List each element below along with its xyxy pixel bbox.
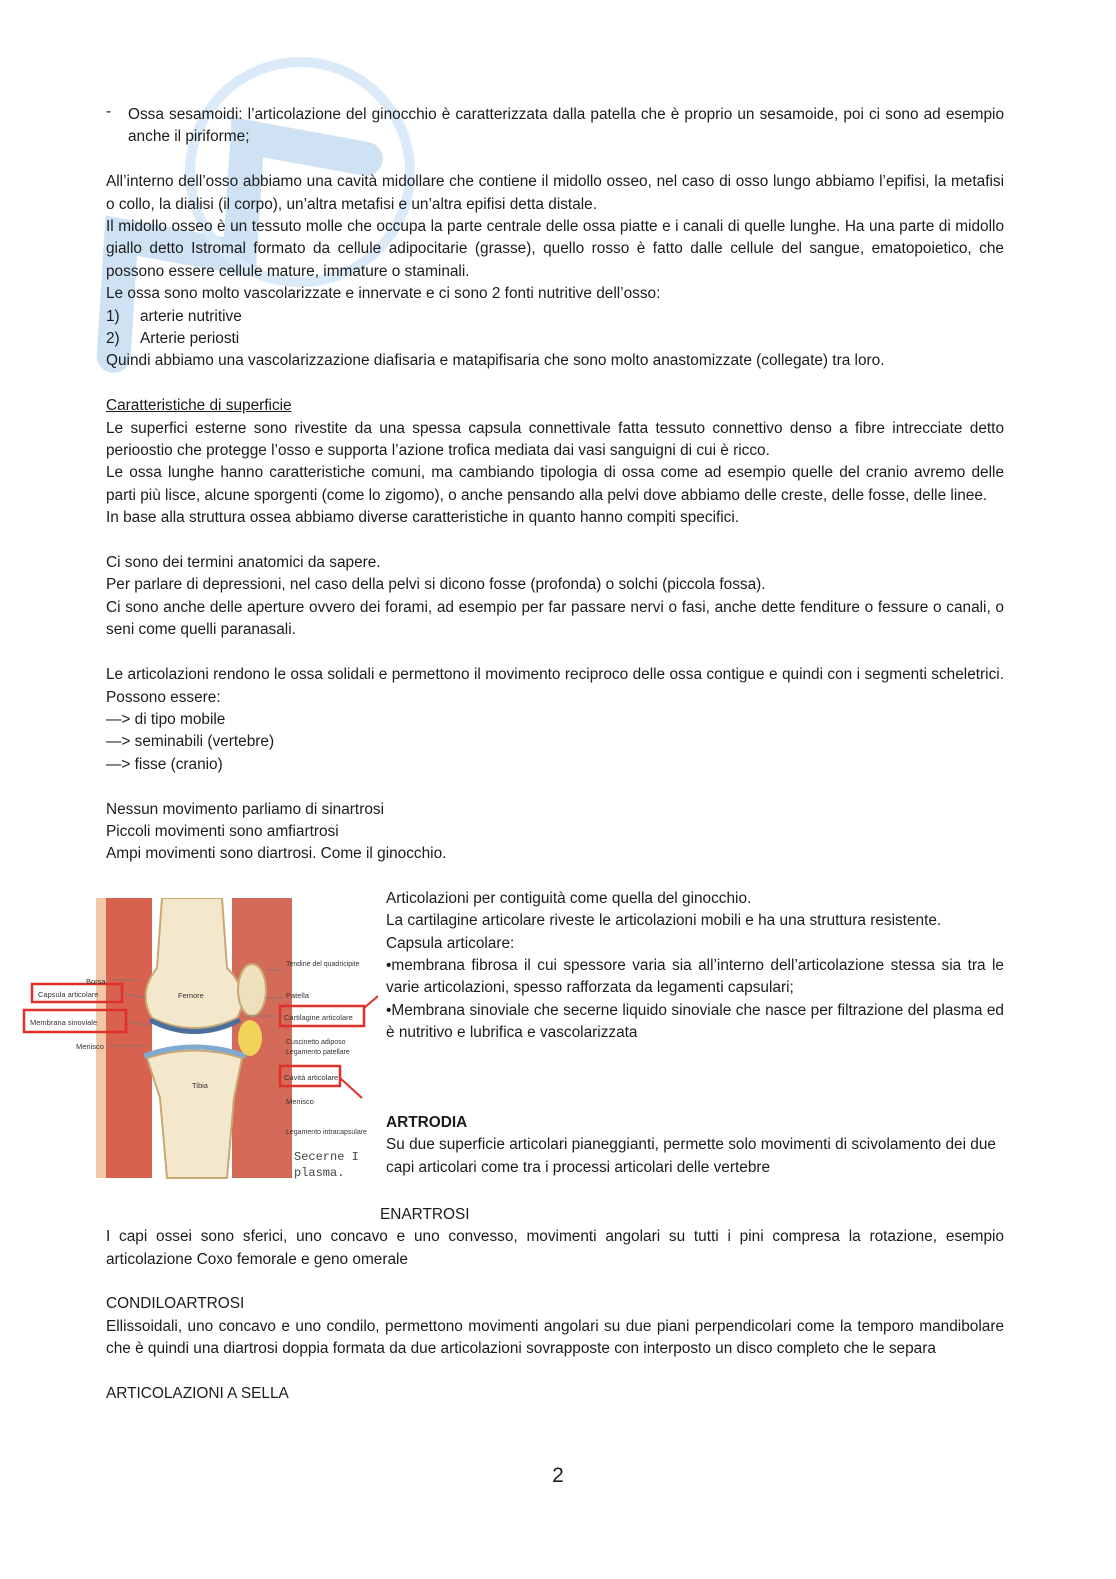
item-text: Arterie periosti	[140, 330, 240, 348]
heading-artrodia: ARTRODIA	[386, 1113, 468, 1131]
paragraph-articolazioni: Le articolazioni rendono le ossa solidali e permettono il movimento reciproco delle ossa contigue e quindi con i segmenti scheletrici. Possono essere:	[106, 666, 1004, 706]
paragraph-sesamoidi: Ossa sesamoidi: l’articolazione del ginocchio è caratterizzata dalla patella che è proprio un sesamoide, poi ci sono ad esempio anche il piriforme;	[128, 106, 1004, 146]
dash-bullet: -	[106, 103, 112, 120]
item-number: 2)	[106, 330, 120, 348]
skin-left	[96, 898, 106, 1178]
heading-caratteristiche: Caratteristiche di superficie	[106, 397, 292, 415]
paragraph-sinartrosi: Nessun movimento parliamo di sinartrosi	[106, 800, 384, 818]
heading-condiloartrosi: CONDILOARTROSI	[106, 1295, 245, 1313]
label-patella: Patella	[286, 990, 309, 1000]
label-tibia: Tibia	[192, 1080, 208, 1090]
paragraph-anastomosi: Quindi abbiamo una vascolarizzazione diafisaria e matapifisaria che sono molto anastomizzate (collegate) tra loro.	[106, 352, 885, 370]
paragraph-membrana-sinoviale: •Membrana sinoviale che secerne liquido sinoviale che nasce per filtrazione del plasma ed è nutritivo e lubrifica e vascolarizzata	[386, 1001, 1004, 1042]
paragraph-capsula: Capsula articolare:	[386, 934, 515, 952]
heading-sella: ARTICOLAZIONI A SELLA	[106, 1384, 289, 1402]
arrow-item: —> di tipo mobile	[106, 710, 226, 728]
item-number: 1)	[106, 307, 120, 325]
paragraph-condiloartrosi: Ellissoidali, uno concavo e uno condilo, permettono movimenti angolari su due piani perpendicolari come la temporo mandibolare che è quindi una diartrosi doppia formata da due articolazioni sovrapposte con interposto un disco completo che le separa	[106, 1317, 1004, 1358]
item-text: arterie nutritive	[140, 307, 242, 325]
heading-enartrosi: ENARTROSI	[380, 1205, 470, 1223]
figure-side-text	[386, 888, 1004, 1179]
paragraph-ossa-lunghe: Le ossa lunghe hanno caratteristiche comuni, ma cambiando tipologia di ossa come ad esempio quelle del cranio avremo delle parti più lisce, alcune sporgenti (come lo zigomo), o anche pensando alla pelvi dove abbiamo delle creste, delle fosse, delle linee.	[106, 464, 1004, 504]
paragraph-superfici: Le superfici esterne sono rivestite da una spessa capsula connettivale fatta tessuto connettivo denso a fibre intrecciate detto perioostio che protegge l’osso e supporta l’azione trofica mediata dai vasi sanguigni di cui è ricco.	[106, 419, 1004, 460]
paragraph-artrodia: Su due superficie articolari pianeggianti, permette solo movimenti di scivolamento dei due capi articolari come tra i processi articolari delle vertebre	[386, 1136, 996, 1176]
paragraph-cavita: All’interno dell’osso abbiamo una cavità midollare che contiene il midollo osseo, nel caso di osso lungo abbiamo l’epifisi, la metafisi o collo, la dialisi (il corpo), un’altra metafisi e un’altra epifisi detta distale.	[106, 173, 1004, 213]
page-number: 2	[552, 1464, 564, 1487]
patella	[238, 964, 266, 1016]
tibia-bone	[147, 1050, 242, 1178]
arrow-item: —> seminabili (vertebre)	[106, 733, 275, 751]
label-legamento-intra: Legamento intracapsulare	[286, 1128, 367, 1136]
arrow-item: —> fisse (cranio)	[106, 755, 223, 773]
label-cartilagine: Cartilagine articolare	[284, 1012, 353, 1022]
label-borsa: Borsa	[86, 976, 106, 986]
paragraph-diartrosi: Ampi movimenti sono diartrosi. Come il ginocchio.	[106, 845, 447, 863]
list-item-sesamoidi	[106, 104, 1004, 149]
figure-section	[30, 888, 1004, 1204]
paragraph-vascolarizzazione: Le ossa sono molto vascolarizzate e innervate e ci sono 2 fonti nutritive dell’osso:	[106, 285, 661, 303]
paragraph-cartilagine: La cartilagine articolare riveste le articolazioni mobili e ha una struttura resistente.	[386, 912, 942, 930]
paragraph-aperture: Ci sono anche delle aperture ovvero dei forami, ad esempio per far passare nervi o fasi, anche dette fenditure o fessure o canali, o seni come quelli paranasali.	[106, 598, 1004, 639]
label-plasma: plasma.	[294, 1165, 345, 1180]
numbered-item	[106, 328, 1004, 350]
label-cuscinetto: Cuscinetto adiposo	[286, 1038, 346, 1046]
fat-pad	[238, 1020, 262, 1056]
femur-bone	[146, 898, 243, 1028]
paragraph-amfiartrosi: Piccoli movimenti sono amfiartrosi	[106, 822, 339, 840]
highlight-line	[364, 996, 378, 1008]
label-menisco-right: Menisco	[286, 1096, 314, 1106]
label-tendine: Tendine del quadricipite	[286, 960, 360, 968]
highlight-line	[340, 1078, 362, 1098]
label-capsula: Capsula articolare	[38, 989, 99, 999]
numbered-item	[106, 306, 1004, 328]
paragraph-membrana-fibrosa: •membrana fibrosa il cui spessore varia sia all’interno dell’articolazione stessa sia tra le varie articolazioni, spesso rafforzata da legamenti capsulari;	[386, 956, 1004, 997]
paragraph-contiguita: Articolazioni per contiguità come quella del ginocchio.	[386, 889, 752, 907]
label-legamento-patellare: Legamento patellare	[286, 1048, 350, 1056]
knee-joint-illustration	[22, 898, 378, 1188]
label-cavita: Cavità articolare	[284, 1072, 339, 1082]
label-femore: Femore	[178, 990, 204, 1000]
paragraph-termini: Ci sono dei termini anatomici da sapere.	[106, 554, 381, 572]
paragraph-midollo: Il midollo osseo è un tessuto molle che occupa la parte centrale delle ossa piatte e i canali di quelle lunghe. Ha una parte di midollo giallo detto Istromal formato da cellule adipocitarie (grasse), quello rosso è fatto dalle cellule del sangue, ematopoietico, che possono essere cellule mature, immature o staminali.	[106, 218, 1004, 280]
paragraph-struttura: In base alla struttura ossea abbiamo diverse caratteristiche in quanto hanno compiti specifici.	[106, 509, 740, 527]
label-secerne: Secerne I	[294, 1149, 359, 1164]
document-page	[30, 103, 1004, 1405]
paragraph-enartrosi: I capi ossei sono sferici, uno concavo e uno convesso, movimenti angolari su tutti i pini compresa la rotazione, esempio articolazione Coxo femorale e geno omerale	[106, 1228, 1004, 1268]
label-membrana: Membrana sinoviale	[30, 1017, 98, 1027]
label-menisco-left: Menisco	[76, 1041, 104, 1051]
paragraph-depressioni: Per parlare di depressioni, nel caso della pelvi si dicono fosse (profonda) o solchi (piccola fossa).	[106, 576, 766, 594]
